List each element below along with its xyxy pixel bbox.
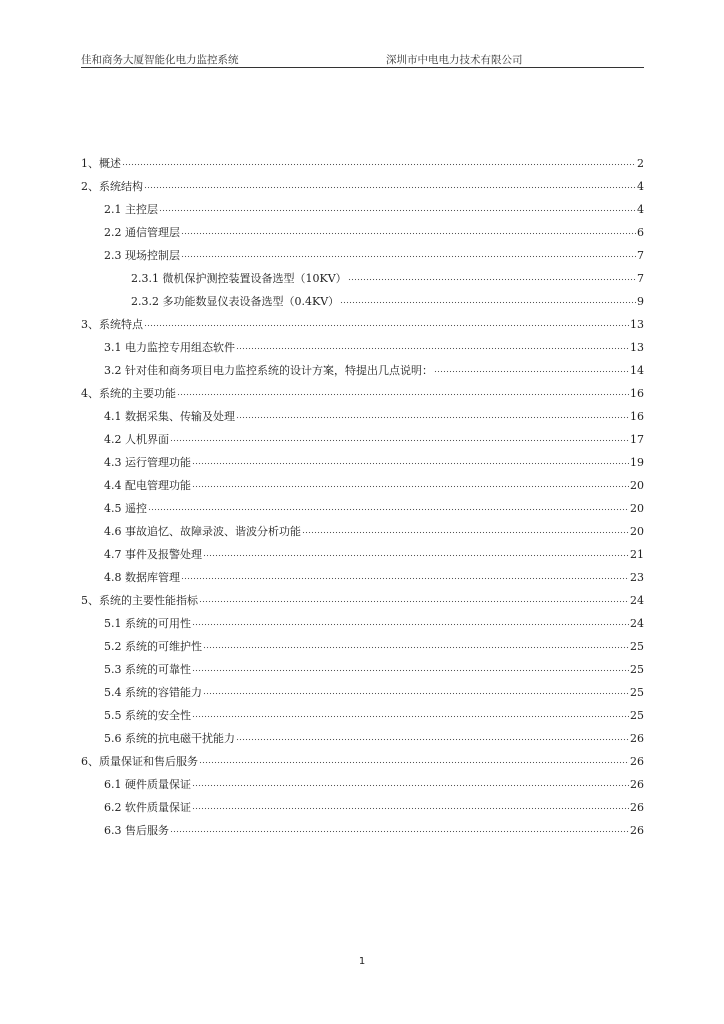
toc-entry-title: 2.3 现场控制层 <box>104 249 180 262</box>
toc-dot-leader <box>434 362 629 373</box>
toc-dot-leader <box>159 201 636 212</box>
toc-entry-title: 4、系统的主要功能 <box>81 387 176 400</box>
toc-entry[interactable] <box>81 455 644 478</box>
toc-entry[interactable] <box>81 294 644 317</box>
toc-dot-leader <box>181 569 629 580</box>
toc-entry[interactable] <box>81 225 644 248</box>
toc-dot-leader <box>170 431 629 442</box>
toc-dot-leader <box>192 477 629 488</box>
toc-entry-title: 5.6 系统的抗电磁干扰能力 <box>104 732 235 745</box>
toc-entry-title: 3.1 电力监控专用组态软件 <box>104 341 235 354</box>
toc-dot-leader <box>203 684 629 695</box>
toc-entry[interactable] <box>81 271 644 294</box>
toc-entry-page: 16 <box>630 387 644 400</box>
toc-entry-page: 25 <box>630 709 644 722</box>
toc-dot-leader <box>192 707 629 718</box>
toc-entry-title: 1、概述 <box>81 157 121 170</box>
toc-entry-page: 19 <box>630 456 644 469</box>
toc-entry[interactable] <box>81 777 644 800</box>
toc-dot-leader <box>122 155 636 166</box>
toc-entry[interactable] <box>81 363 644 386</box>
toc-dot-leader <box>199 592 629 603</box>
toc-entry-title: 4.3 运行管理功能 <box>104 456 191 469</box>
toc-dot-leader <box>177 385 629 396</box>
toc-entry-page: 26 <box>630 732 644 745</box>
page-number: 1 <box>358 956 366 967</box>
toc-entry-title: 3.2 针对佳和商务项目电力监控系统的设计方案，特提出几点说明： <box>104 364 433 377</box>
toc-entry-title: 5.3 系统的可靠性 <box>104 663 191 676</box>
toc-entry-page: 2 <box>637 157 644 170</box>
toc-dot-leader <box>192 776 629 787</box>
toc-entry[interactable] <box>81 317 644 340</box>
toc-entry-title: 5.1 系统的可用性 <box>104 617 191 630</box>
toc-entry-page: 20 <box>630 525 644 538</box>
toc-entry[interactable] <box>81 386 644 409</box>
toc-dot-leader <box>170 822 629 833</box>
toc-entry-title: 6.2 软件质量保证 <box>104 801 191 814</box>
toc-entry[interactable] <box>81 754 644 777</box>
toc-entry-title: 5.2 系统的可维护性 <box>104 640 202 653</box>
toc-entry-page: 25 <box>630 663 644 676</box>
toc-entry-title: 4.5 遥控 <box>104 502 147 515</box>
toc-entry-page: 24 <box>630 594 644 607</box>
toc-entry[interactable] <box>81 570 644 593</box>
toc-dot-leader <box>203 546 629 557</box>
toc-entry-title: 2.1 主控层 <box>104 203 158 216</box>
toc-entry-page: 26 <box>630 778 644 791</box>
toc-entry[interactable] <box>81 593 644 616</box>
toc-entry-page: 13 <box>630 341 644 354</box>
toc-entry-title: 2、系统结构 <box>81 180 143 193</box>
toc-entry-title: 4.2 人机界面 <box>104 433 169 446</box>
page-header <box>81 54 644 68</box>
toc-entry[interactable] <box>81 639 644 662</box>
toc-entry-page: 14 <box>630 364 644 377</box>
toc-entry-page: 26 <box>630 755 644 768</box>
toc-entry[interactable] <box>81 823 644 846</box>
toc-entry-page: 25 <box>630 640 644 653</box>
toc-entry-page: 16 <box>630 410 644 423</box>
toc-entry[interactable] <box>81 478 644 501</box>
toc-entry-title: 4.7 事件及报警处理 <box>104 548 202 561</box>
toc-entry[interactable] <box>81 616 644 639</box>
toc-entry[interactable] <box>81 685 644 708</box>
toc-dot-leader <box>348 270 636 281</box>
toc-entry-page: 24 <box>630 617 644 630</box>
toc-entry-title: 4.1 数据采集、传输及处理 <box>104 410 235 423</box>
toc-dot-leader <box>192 799 629 810</box>
toc-entry[interactable] <box>81 156 644 179</box>
toc-entry-page: 26 <box>630 801 644 814</box>
toc-entry-page: 20 <box>630 502 644 515</box>
toc-entry[interactable] <box>81 547 644 570</box>
toc-dot-leader <box>302 523 629 534</box>
toc-entry-page: 4 <box>637 180 644 193</box>
toc-entry-title: 6、质量保证和售后服务 <box>81 755 198 768</box>
toc-entry-page: 4 <box>637 203 644 216</box>
toc-entry-title: 2.3.1 微机保护测控装置设备选型（10KV） <box>131 272 347 285</box>
toc-dot-leader <box>192 454 629 465</box>
toc-entry[interactable] <box>81 432 644 455</box>
toc-entry-page: 17 <box>630 433 644 446</box>
toc-entry[interactable] <box>81 409 644 432</box>
toc-dot-leader <box>192 615 629 626</box>
toc-dot-leader <box>236 339 629 350</box>
toc-entry-title: 4.8 数据库管理 <box>104 571 180 584</box>
toc-entry-page: 21 <box>630 548 644 561</box>
toc-entry-page: 26 <box>630 824 644 837</box>
toc-entry[interactable] <box>81 202 644 225</box>
header-company-name: 深圳市中电电力技术有限公司 <box>386 54 523 66</box>
toc-entry-page: 9 <box>637 295 644 308</box>
toc-dot-leader <box>181 247 636 258</box>
toc-entry-page: 25 <box>630 686 644 699</box>
toc-dot-leader <box>236 408 629 419</box>
toc-entry-title: 5.5 系统的安全性 <box>104 709 191 722</box>
toc-entry-page: 7 <box>637 249 644 262</box>
toc-dot-leader <box>192 661 629 672</box>
toc-dot-leader <box>199 753 629 764</box>
header-project-title: 佳和商务大厦智能化电力监控系统 <box>81 54 239 66</box>
toc-entry-title: 5.4 系统的容错能力 <box>104 686 202 699</box>
toc-entry-page: 20 <box>630 479 644 492</box>
table-of-contents <box>81 156 644 846</box>
toc-entry-title: 5、系统的主要性能指标 <box>81 594 198 607</box>
toc-entry-page: 13 <box>630 318 644 331</box>
toc-entry-title: 2.2 通信管理层 <box>104 226 180 239</box>
toc-entry-title: 4.4 配电管理功能 <box>104 479 191 492</box>
toc-dot-leader <box>148 500 629 511</box>
toc-entry[interactable] <box>81 708 644 731</box>
toc-entry[interactable] <box>81 501 644 524</box>
toc-entry[interactable] <box>81 731 644 754</box>
toc-entry[interactable] <box>81 524 644 547</box>
toc-entry-title: 2.3.2 多功能数显仪表设备选型（0.4KV） <box>131 295 340 308</box>
toc-entry-page: 6 <box>637 226 644 239</box>
toc-dot-leader <box>340 293 636 304</box>
toc-dot-leader <box>144 178 636 189</box>
toc-dot-leader <box>144 316 629 327</box>
toc-entry[interactable] <box>81 248 644 271</box>
toc-dot-leader <box>236 730 629 741</box>
toc-entry-title: 6.1 硬件质量保证 <box>104 778 191 791</box>
toc-dot-leader <box>181 224 636 235</box>
toc-entry[interactable] <box>81 340 644 363</box>
toc-entry-title: 4.6 事故追忆、故障录波、谐波分析功能 <box>104 525 301 538</box>
toc-entry-title: 3、系统特点 <box>81 318 143 331</box>
toc-entry[interactable] <box>81 662 644 685</box>
toc-entry-page: 23 <box>630 571 644 584</box>
toc-entry[interactable] <box>81 179 644 202</box>
toc-entry[interactable] <box>81 800 644 823</box>
toc-entry-title: 6.3 售后服务 <box>104 824 169 837</box>
toc-dot-leader <box>203 638 629 649</box>
toc-entry-page: 7 <box>637 272 644 285</box>
